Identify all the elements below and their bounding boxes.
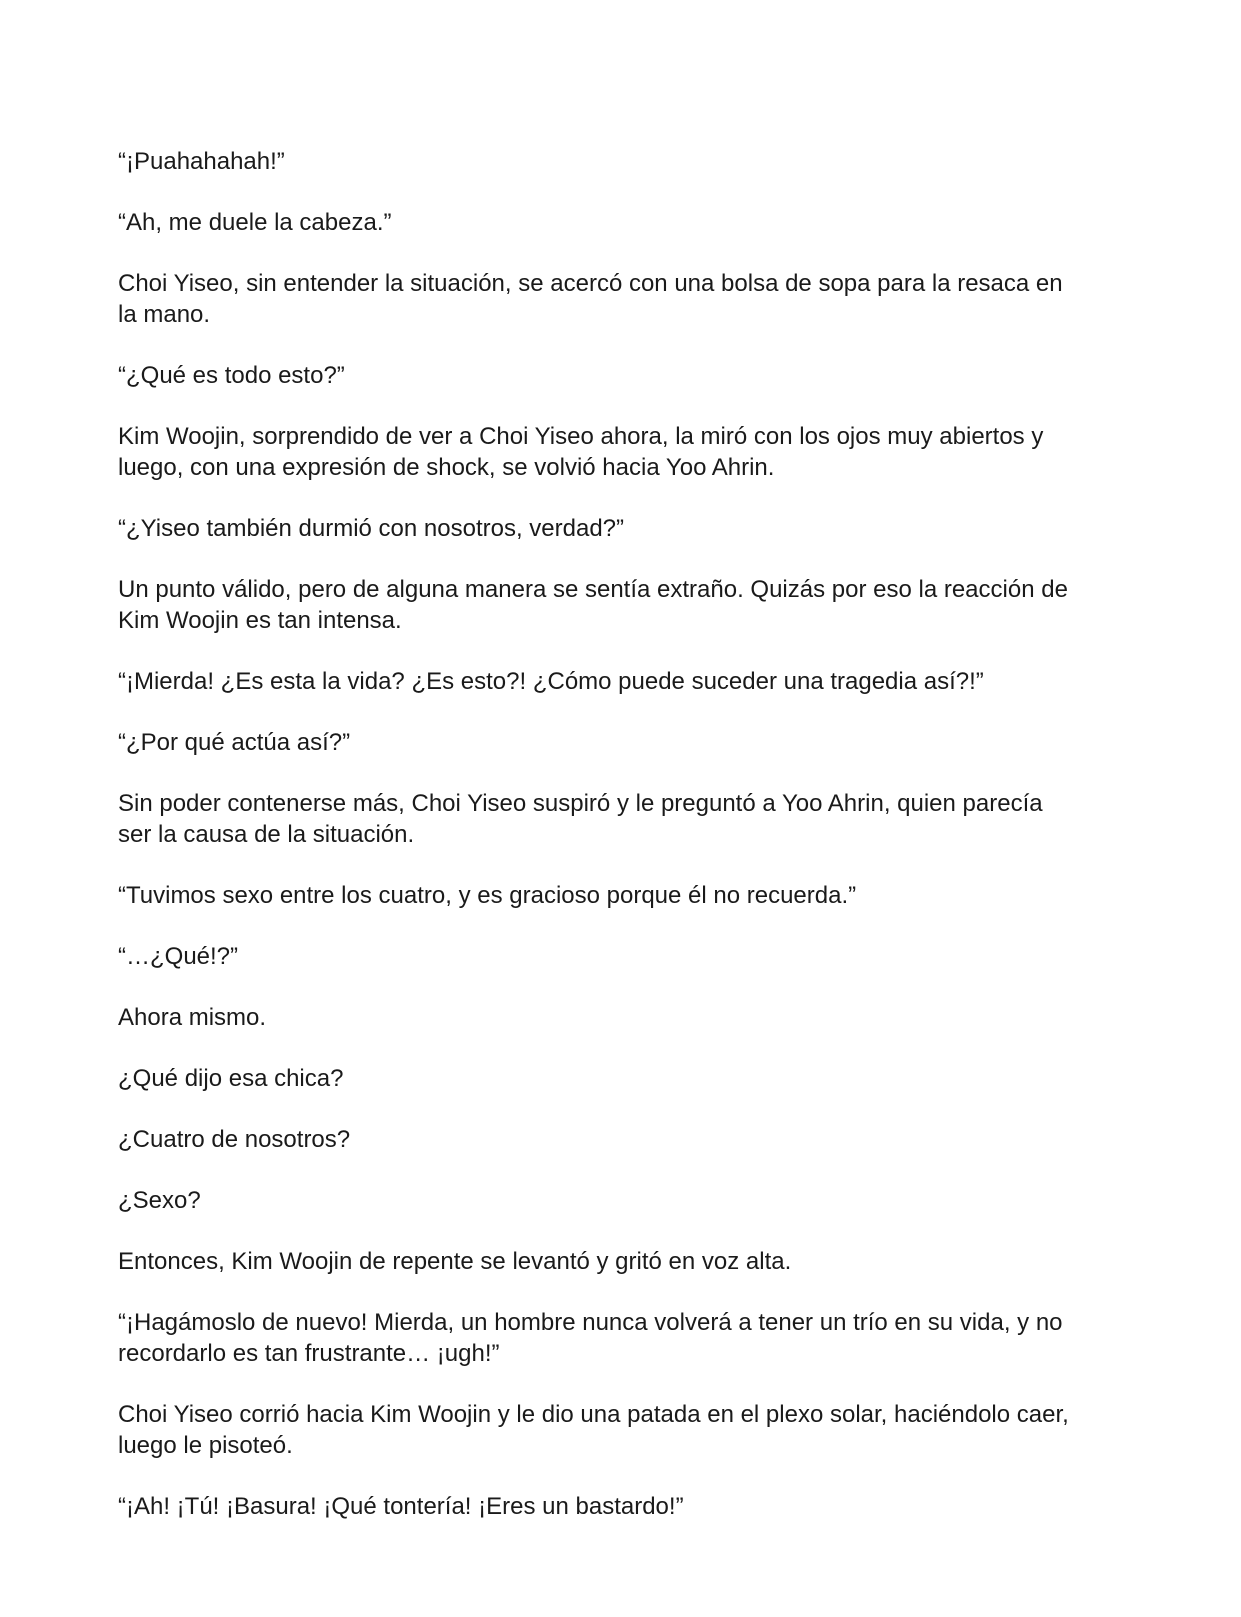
paragraph: Entonces, Kim Woojin de repente se levantó y gritó en voz alta. — [118, 1248, 792, 1275]
paragraph: “Tuvimos sexo entre los cuatro, y es gracioso porque él no recuerda.” — [118, 882, 857, 909]
paragraph: “¡Ah! ¡Tú! ¡Basura! ¡Qué tontería! ¡Eres un bastardo!” — [118, 1493, 684, 1520]
paragraph: “¡Mierda! ¿Es esta la vida? ¿Es esto?! ¿Cómo puede suceder una tragedia así?!” — [118, 668, 984, 695]
paragraph: ¿Sexo? — [118, 1187, 201, 1214]
paragraph: “¿Yiseo también durmió con nosotros, verdad?” — [118, 515, 625, 542]
paragraph: “¡Hagámoslo de nuevo! Mierda, un hombre nunca volverá a tener un trío en su vida, y no recordarlo es tan frustrante… ¡ugh!” — [118, 1309, 1063, 1367]
paragraph: Choi Yiseo, sin entender la situación, se acercó con una bolsa de sopa para la resaca en la mano. — [118, 270, 1063, 328]
paragraph: “…¿Qué!?” — [118, 943, 239, 970]
paragraph: “¡Puahahahah!” — [118, 148, 285, 175]
paragraph: Kim Woojin, sorprendido de ver a Choi Yiseo ahora, la miró con los ojos muy abiertos y luego, con una expresión de shock, se volvió hacia Yoo Ahrin. — [118, 423, 1044, 481]
paragraph: “Ah, me duele la cabeza.” — [118, 209, 392, 236]
paragraph: Choi Yiseo corrió hacia Kim Woojin y le dio una patada en el plexo solar, haciéndolo caer, luego le pisoteó. — [118, 1401, 1069, 1459]
document-body — [118, 146, 1078, 1552]
paragraph: “¿Por qué actúa así?” — [118, 729, 351, 756]
paragraph: Ahora mismo. — [118, 1004, 267, 1031]
paragraph: ¿Cuatro de nosotros? — [118, 1126, 351, 1153]
paragraph: Un punto válido, pero de alguna manera se sentía extraño. Quizás por eso la reacción de Kim Woojin es tan intensa. — [118, 576, 1068, 634]
paragraph: “¿Qué es todo esto?” — [118, 362, 345, 389]
paragraph: ¿Qué dijo esa chica? — [118, 1065, 344, 1092]
paragraph: Sin poder contenerse más, Choi Yiseo suspiró y le preguntó a Yoo Ahrin, quien parecía ser la causa de la situación. — [118, 790, 1043, 848]
